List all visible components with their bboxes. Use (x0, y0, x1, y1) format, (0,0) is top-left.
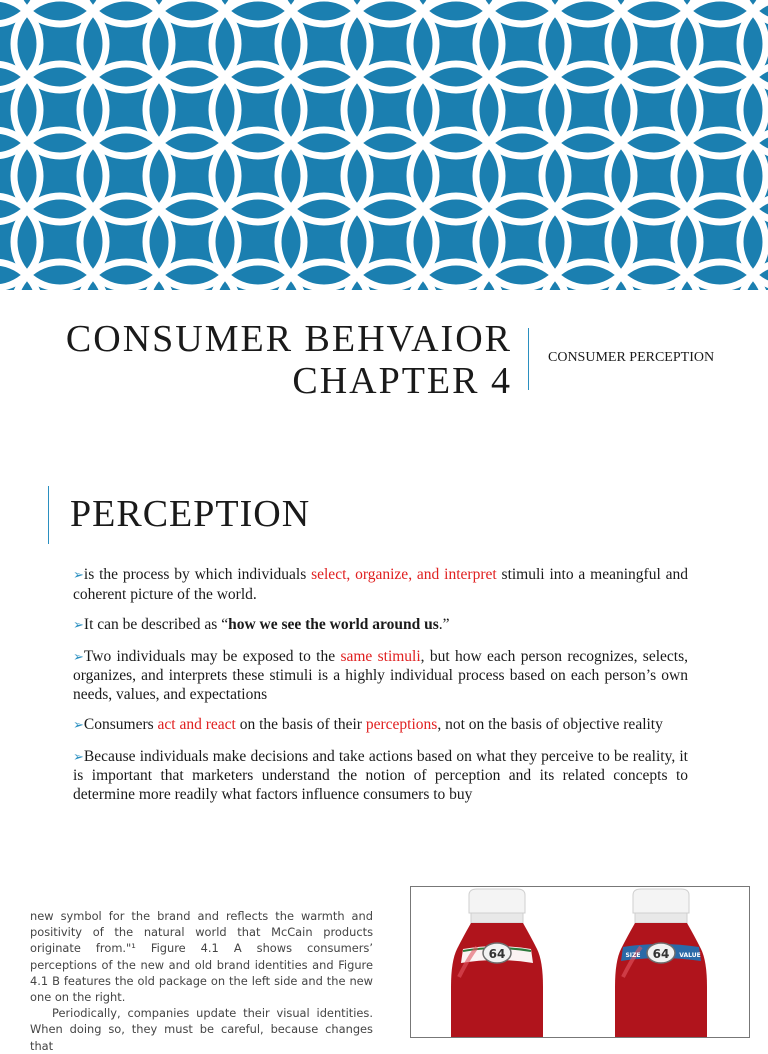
bullet-text: , but how each person recognizes, selects, organizes, and interprets these stimuli is a highly individual process based on each person’s own needs, values, and expectations (73, 647, 688, 703)
highlight-text: act and react (157, 716, 236, 733)
bullet-text: on the basis of their (235, 716, 366, 733)
arrow-bullet-icon: ➢ (73, 718, 84, 733)
title-line-1: CONSUMER BEHVAIOR (65, 318, 512, 360)
bullet-text: It can be described as “ (83, 616, 229, 633)
arrow-bullet-icon: ➢ (73, 749, 84, 765)
book-excerpt (30, 908, 373, 1054)
header-banner (0, 0, 768, 290)
old-bottle-image (451, 889, 543, 1037)
bullet-item (73, 748, 688, 805)
bullet-text: Consumers (83, 716, 158, 733)
ketchup-bottles-photo (410, 886, 750, 1038)
new-bottle-image (615, 889, 707, 1037)
bullet-text: Because individuals make decisions and take actions based on what they perceive to be reality, it is important that marketers understand the notion of perception and its related concepts to determine more readily what factors influence consumers to buy (73, 747, 688, 803)
bottles-illustration (411, 887, 749, 1037)
left-bottle-label: 64 (488, 947, 506, 961)
highlight-text: select, organize, and interpret (311, 566, 497, 583)
slide-title (0, 318, 512, 402)
highlight-text: same stimuli (340, 647, 421, 665)
bullet-text: Two individuals may be exposed to the (83, 647, 341, 665)
bullet-text: stimuli into a meaningful and coherent picture of the world. (73, 566, 688, 603)
section-title: PERCEPTION (70, 493, 311, 535)
slide-subtitle: CONSUMER PERCEPTION (548, 350, 715, 365)
right-bottle-label: 64 (652, 947, 670, 961)
section-accent-bar (48, 486, 49, 544)
excerpt-paragraph: new symbol for the brand and reflects the warmth and positivity of the natural world that McCain products originate from."¹ Figure 4.1 A shows consumers’ perceptions of the new and old brand identities and Figure 4.1 B features the old package on the left side and the new one on the right. (30, 909, 373, 1005)
bullet-text: is the process by which individuals (83, 566, 312, 583)
right-bottle-size: SIZE (625, 952, 641, 959)
bullet-text: .” (438, 616, 450, 633)
arrow-bullet-icon: ➢ (73, 568, 84, 583)
right-bottle-value: VALUE (679, 952, 701, 959)
bold-text: how we see the world around us (228, 616, 439, 633)
bullet-item (73, 648, 688, 705)
bullet-item (73, 566, 688, 604)
highlight-text: perceptions (365, 716, 438, 733)
bullet-item (73, 616, 688, 636)
bullet-item (73, 716, 688, 736)
arrow-bullet-icon: ➢ (73, 618, 84, 633)
circle-pattern (0, 0, 768, 290)
bullet-list (73, 566, 688, 816)
arrow-bullet-icon: ➢ (73, 649, 84, 665)
excerpt-paragraph: Periodically, companies update their visual identities. When doing so, they must be careful, because changes that (30, 1006, 373, 1053)
bullet-text: , not on the basis of objective reality (437, 716, 663, 733)
title-line-2: CHAPTER 4 (292, 360, 512, 402)
title-divider (528, 328, 529, 390)
